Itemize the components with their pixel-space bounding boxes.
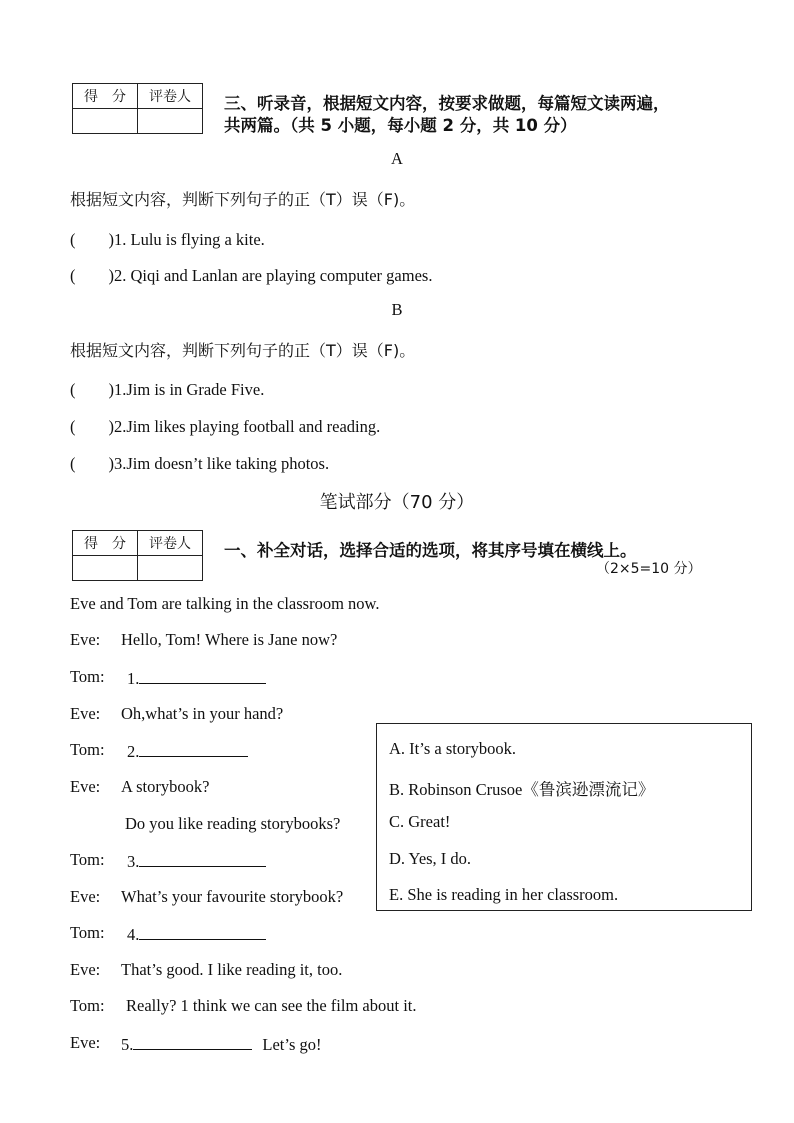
- answer-blank[interactable]: [139, 667, 266, 684]
- section1-title: 一、补全对话，选择合适的选项，将其序号填在横线上。: [224, 541, 637, 560]
- option-c: C. Great!: [389, 812, 451, 831]
- answer-blank[interactable]: [139, 923, 266, 940]
- dialogue-line-blank-5: [121, 1033, 322, 1055]
- score-cell[interactable]: [73, 109, 138, 134]
- blank-number: 2.: [127, 742, 140, 761]
- question-text: 1.Jim is in Grade Five.: [114, 380, 265, 399]
- dialogue-speaker: Tom:: [70, 667, 105, 686]
- blank-number: 5.: [121, 1035, 134, 1054]
- answer-blank[interactable]: [139, 850, 266, 867]
- score-header: 得 分: [73, 531, 138, 556]
- dialogue-line: That’s good. I like reading it, too.: [121, 960, 343, 979]
- grader-cell[interactable]: [138, 556, 203, 581]
- options-box: [376, 723, 752, 911]
- question-text: 2.Jim likes playing football and reading.: [114, 417, 381, 436]
- dialogue-speaker: Eve:: [70, 1033, 101, 1052]
- dialogue-line-blank-1: [127, 667, 266, 689]
- dialogue-line-blank-3: [127, 850, 266, 872]
- question-text: 2. Qiqi and Lanlan are playing computer games.: [114, 266, 433, 285]
- listening-title-line2: 共两篇。（共 5 小题，每小题 2 分，共 10 分）: [224, 116, 577, 135]
- score-cell[interactable]: [73, 556, 138, 581]
- blank-number: 4.: [127, 925, 140, 944]
- dialogue-speaker: Tom:: [70, 996, 105, 1015]
- dialogue-intro: Eve and Tom are talking in the classroom now.: [70, 594, 380, 613]
- question-text: 3.Jim doesn’t like taking photos.: [114, 454, 330, 473]
- dialogue-speaker: Tom:: [70, 740, 105, 759]
- option-e: E. She is reading in her classroom.: [389, 885, 619, 904]
- grader-header: 评卷人: [138, 84, 203, 109]
- question-b1: [70, 376, 264, 400]
- dialogue-line: Oh,what’s in your hand?: [121, 704, 284, 723]
- dialogue-line-blank-2: [127, 740, 248, 762]
- blank-number: 1.: [127, 669, 140, 688]
- listening-title-line1: 三、听录音，根据短文内容，按要求做题，每篇短文读两遍，: [224, 94, 670, 113]
- answer-paren[interactable]: ( ): [70, 230, 114, 249]
- answer-paren[interactable]: ( ): [70, 417, 114, 436]
- dialogue-speaker: Tom:: [70, 923, 105, 942]
- dialogue-speaker: Tom:: [70, 850, 105, 869]
- dialogue-line: Hello, Tom! Where is Jane now?: [121, 630, 338, 649]
- written-heading: 笔试部分（70 分）: [319, 492, 475, 513]
- dialogue-speaker: Eve:: [70, 960, 101, 979]
- answer-blank[interactable]: [133, 1033, 252, 1050]
- dialogue-speaker: Eve:: [70, 887, 101, 906]
- answer-paren[interactable]: ( ): [70, 380, 114, 399]
- section1-points: （2×5=10 分）: [596, 561, 702, 577]
- question-b3: [70, 450, 329, 474]
- dialogue-speaker: Eve:: [70, 630, 101, 649]
- dialogue-speaker: Eve:: [70, 704, 101, 723]
- option-b: B. Robinson Crusoe《鲁滨逊漂流记》: [389, 780, 655, 799]
- dialogue-speaker: Eve:: [70, 777, 101, 796]
- part-b-letter: B: [391, 300, 403, 319]
- dialogue-line: Really? 1 think we can see the film about it.: [126, 996, 417, 1015]
- part-a-instruction: 根据短文内容，判断下列句子的正（T）误（F)。: [70, 190, 416, 209]
- option-d: D. Yes, I do.: [389, 849, 472, 868]
- answer-paren[interactable]: ( ): [70, 454, 114, 473]
- grader-header: 评卷人: [138, 531, 203, 556]
- answer-blank[interactable]: [139, 740, 248, 757]
- score-header: 得 分: [73, 84, 138, 109]
- dialogue-line: A storybook?: [121, 777, 210, 796]
- grader-cell[interactable]: [138, 109, 203, 134]
- question-a2: [70, 262, 432, 286]
- question-text: 1. Lulu is flying a kite.: [114, 230, 265, 249]
- dialogue-line: Do you like reading storybooks?: [125, 814, 341, 833]
- dialogue-after-text: Let’s go!: [262, 1035, 322, 1054]
- blank-number: 3.: [127, 852, 140, 871]
- part-a-letter: A: [391, 149, 403, 168]
- part-b-instruction: 根据短文内容，判断下列句子的正（T）误（F)。: [70, 341, 416, 360]
- score-table-2: [72, 530, 203, 581]
- question-a1: [70, 226, 265, 250]
- question-b2: [70, 413, 380, 437]
- dialogue-line-blank-4: [127, 923, 266, 945]
- option-a: A. It’s a storybook.: [389, 739, 516, 758]
- answer-paren[interactable]: ( ): [70, 266, 114, 285]
- score-table-1: [72, 83, 203, 134]
- dialogue-line: What’s your favourite storybook?: [121, 887, 344, 906]
